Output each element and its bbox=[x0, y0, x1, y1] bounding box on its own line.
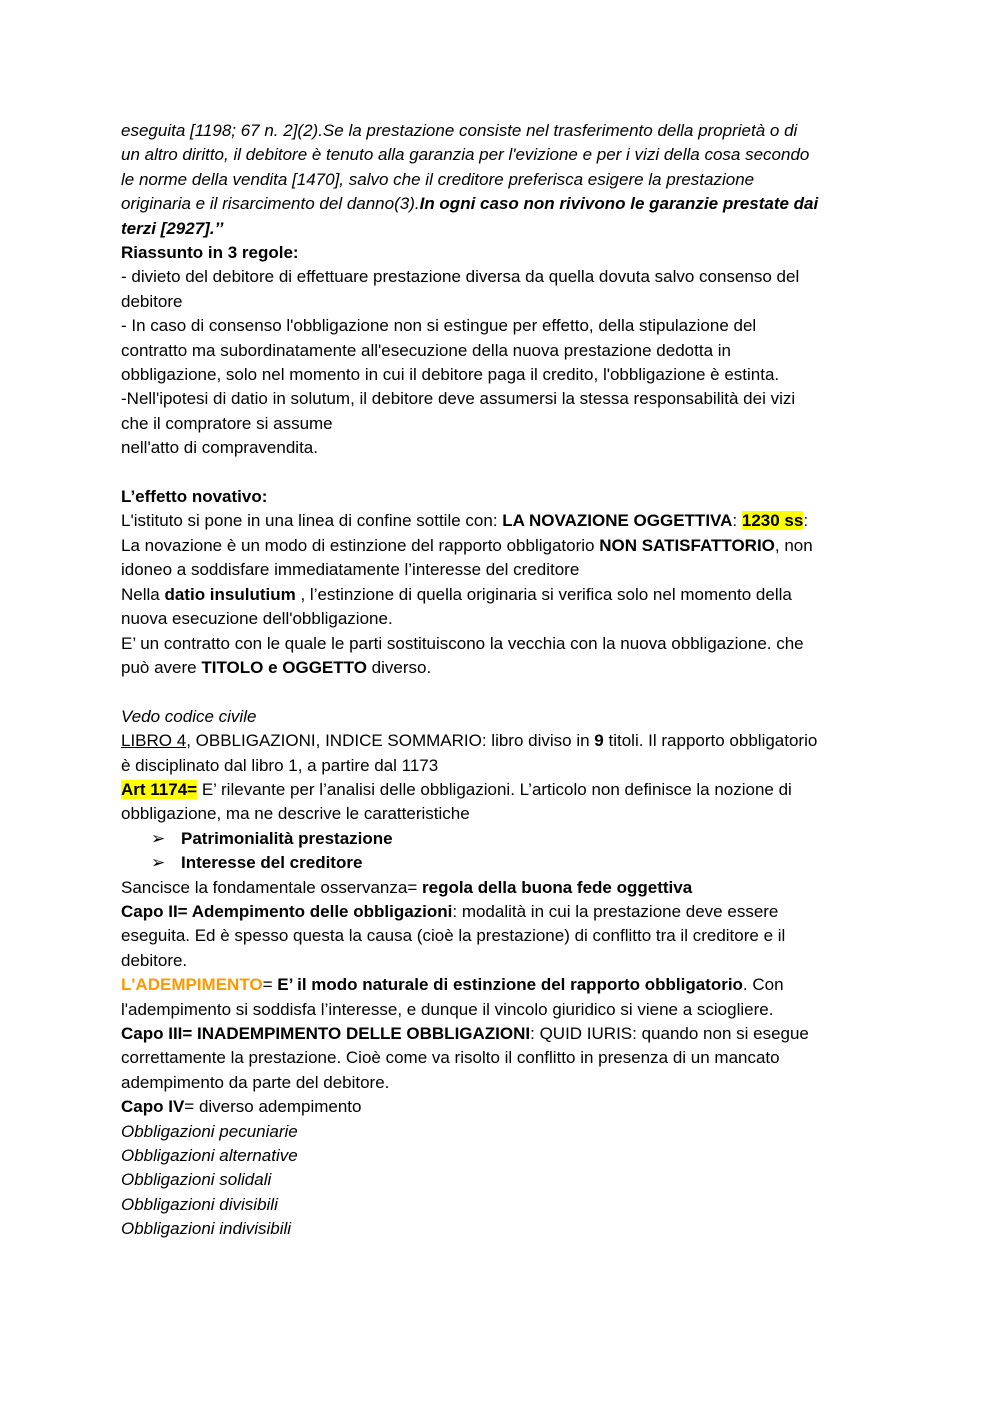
novativo-line-4: Nella datio insulutium , l’estinzione di quella originaria si verifica solo nel momento della bbox=[121, 584, 792, 604]
codice-line-8: debitore. bbox=[121, 950, 188, 970]
novativo-line-5: nuova esecuzione dell'obbligazione. bbox=[121, 609, 393, 629]
quote-line-3: le norme della vendita [1470], salvo che il creditore preferisca esigere la prestazione bbox=[121, 169, 755, 189]
codice-line-14: Capo IV= diverso adempimento bbox=[121, 1097, 362, 1117]
spacer bbox=[121, 461, 891, 485]
quote-line-4 bbox=[121, 192, 891, 216]
list-item: ➢ Interesse del creditore bbox=[121, 851, 891, 875]
italic-list-item: Obbligazioni pecuniarie bbox=[121, 1121, 298, 1141]
quote-line-2: un altro diritto, il debitore è tenuto alla garanzia per l'evizione e per i vizi della cosa secondo bbox=[121, 145, 810, 165]
arrowhead-bullet-icon: ➢ bbox=[151, 853, 166, 873]
spacer bbox=[121, 680, 891, 704]
codice-line-7: eseguita. Ed è spesso questa la causa (cioè la prestazione) di conflitto tra il creditore e il bbox=[121, 926, 786, 946]
codice-line-5: Sancisce la fondamentale osservanza= regola della buona fede oggettiva bbox=[121, 877, 693, 897]
codice-line-11: Capo III= INADEMPIMENTO DELLE OBBLIGAZIONI: QUID IURIS: quando non si esegue bbox=[121, 1024, 809, 1043]
rules-line-7: che il compratore si assume bbox=[121, 413, 333, 433]
codice-line-12: correttamente la prestazione. Cioè come va risolto il conflitto in presenza di un mancato bbox=[121, 1048, 780, 1068]
italic-list-item: Obbligazioni divisibili bbox=[121, 1194, 278, 1214]
rules-line-1: - divieto del debitore di effettuare prestazione diversa da quella dovuta salvo consenso del bbox=[121, 267, 800, 287]
rules-line-2: debitore bbox=[121, 291, 183, 311]
novativo-line-2: La novazione è un modo di estinzione del rapporto obbligatorio NON SATISFATTORIO, non bbox=[121, 535, 813, 555]
rules-line-6: -Nell'ipotesi di datio in solutum, il debitore deve assumersi la stessa responsabilità dei vizi bbox=[121, 389, 796, 409]
novativo-line-7: può avere TITOLO e OGGETTO diverso. bbox=[121, 657, 432, 677]
codice-line-3: Art 1174= E’ rilevante per l’analisi delle obbligazioni. L’articolo non definisce la nozione di bbox=[121, 779, 792, 799]
list-item: ➢ Patrimonialità prestazione bbox=[121, 827, 891, 851]
italic-list-item: Obbligazioni solidali bbox=[121, 1170, 272, 1190]
quote-bold-text: In ogni caso non rivivono le garanzie prestate dai bbox=[419, 194, 819, 214]
document-body bbox=[121, 119, 891, 1242]
highlight-article-ref: 1230 ss bbox=[741, 511, 804, 531]
italic-list-item: Obbligazioni alternative bbox=[121, 1146, 298, 1166]
novativo-line-6: E’ un contratto con le quale le parti sostituiscono la vecchia con la nuova obbligazione. che bbox=[121, 633, 804, 653]
novativo-line-3: idoneo a soddisfare immediatamente l’interesse del creditore bbox=[121, 560, 580, 580]
codice-line-6: Capo II= Adempimento delle obbligazioni: modalità in cui la prestazione deve essere bbox=[121, 901, 779, 921]
libro-ref: LIBRO 4, bbox=[121, 731, 191, 751]
codice-line-13: adempimento da parte del debitore. bbox=[121, 1072, 390, 1092]
arrowhead-bullet-icon: ➢ bbox=[151, 828, 166, 848]
novativo-line-1: L'istituto si pone in una linea di confine sottile con: LA NOVAZIONE OGGETTIVA: 1230 ss: bbox=[121, 511, 809, 531]
codice-line-10: l'adempimento si soddisfa l’interesse, e dunque il vincolo giuridico si viene a sciogliere. bbox=[121, 999, 774, 1019]
codice-intro: Vedo codice civile bbox=[121, 706, 257, 726]
quote-line-5 bbox=[121, 217, 891, 241]
quote-bold-text: terzi [2927].’’ bbox=[121, 218, 224, 238]
codice-line-4: obbligazione, ma ne descrive le caratteristiche bbox=[121, 804, 470, 824]
rules-line-3: - In caso di consenso l'obbligazione non si estingue per effetto, della stipulazione del bbox=[121, 316, 757, 336]
adempimento-term: L'ADEMPIMENTO bbox=[121, 975, 263, 995]
codice-line-9: L'ADEMPIMENTO= E’ il modo naturale di estinzione del rapporto obbligatorio. Con bbox=[121, 975, 784, 995]
codice-line-2: è disciplinato dal libro 1, a partire dal 1173 bbox=[121, 755, 439, 775]
italic-list-item: Obbligazioni indivisibili bbox=[121, 1219, 292, 1239]
quote-text: originaria e il risarcimento del danno(3). bbox=[121, 194, 420, 214]
highlight-article-ref: Art 1174= bbox=[121, 779, 198, 799]
codice-line-1: LIBRO 4, OBBLIGAZIONI, INDICE SOMMARIO: libro diviso in 9 titoli. Il rapporto obbligatorio bbox=[121, 731, 818, 751]
rules-line-4: contratto ma subordinatamente all'esecuzione della nuova prestazione dedotta in bbox=[121, 340, 731, 360]
novazione-term: LA NOVAZIONE OGGETTIVA bbox=[502, 511, 733, 531]
quote-line-1: eseguita [1198; 67 n. 2](2).Se la prestazione consiste nel trasferimento della proprietà o di bbox=[121, 121, 798, 140]
rules-line-8: nell'atto di compravendita. bbox=[121, 438, 318, 458]
novativo-heading: L’effetto novativo: bbox=[121, 487, 268, 507]
rules-line-5: obbligazione, solo nel momento in cui il debitore paga il credito, l'obbligazione è estinta. bbox=[121, 365, 780, 385]
rules-heading: Riassunto in 3 regole: bbox=[121, 243, 299, 263]
